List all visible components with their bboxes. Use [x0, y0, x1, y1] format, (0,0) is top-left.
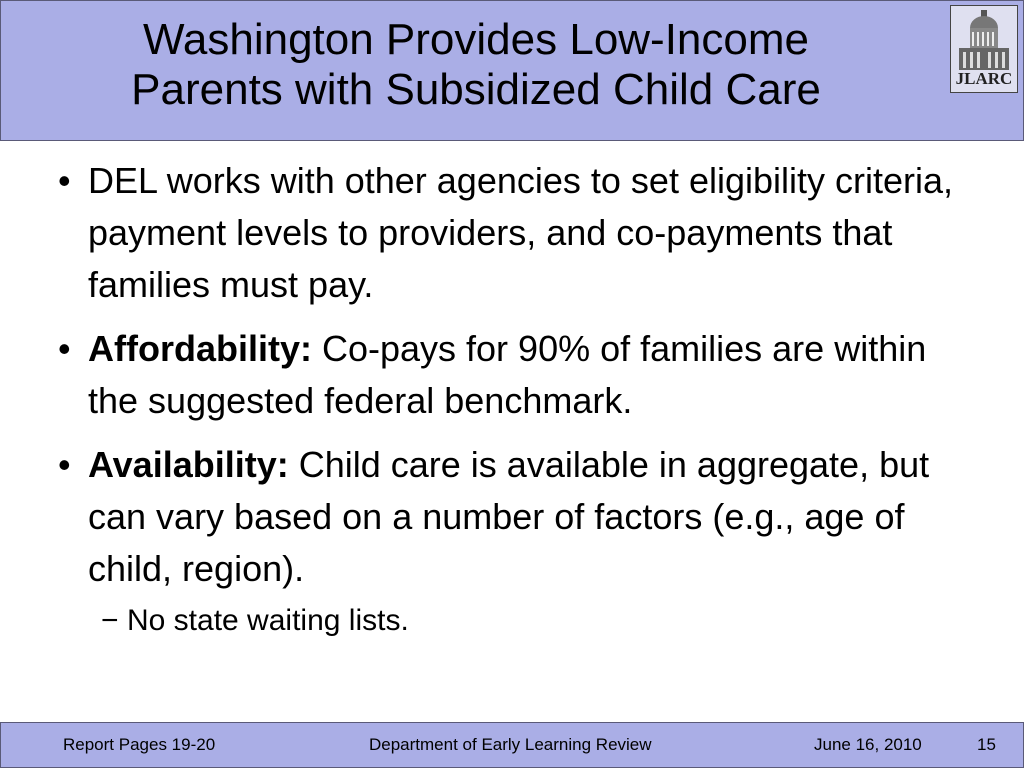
jlarc-logo [950, 5, 1018, 93]
sub-bullet-marker: − [101, 604, 119, 637]
bullet-marker: • [58, 160, 71, 201]
slide-title [21, 15, 931, 115]
title-line-2: Parents with Subsidized Child Care [131, 65, 821, 114]
footer-report-pages: Report Pages 19-20 [63, 735, 216, 754]
sub-bullet-text: No state waiting lists. [127, 604, 409, 637]
sub-bullet-item [101, 601, 978, 641]
bullet-marker: • [58, 444, 71, 485]
bullet-text: DEL works with other agencies to set eligibility criteria, payment levels to providers, and co-payments that families must pay. [88, 160, 954, 305]
bullet-marker: • [58, 328, 71, 369]
bullet-heading: Affordability: [88, 328, 322, 369]
bullet-item [58, 439, 978, 595]
footer-page-number: 15 [977, 735, 996, 754]
bullet-text: Child care is available in aggregate, but can vary based on a number of factors (e.g., age of child, region). [88, 444, 930, 589]
bullet-item [58, 155, 978, 311]
bullet-heading: Availability: [88, 444, 299, 485]
slide-header [0, 0, 1024, 141]
logo-text: JLARC [955, 69, 1013, 88]
bullet-text: Co-pays for 90% of families are within the suggested federal benchmark. [88, 328, 927, 421]
footer-title: Department of Early Learning Review [369, 735, 652, 754]
slide-footer [0, 722, 1024, 768]
footer-date: June 16, 2010 [814, 735, 922, 754]
slide-content [58, 155, 978, 641]
bullet-item [58, 323, 978, 427]
title-line-1: Washington Provides Low-Income [142, 15, 809, 64]
